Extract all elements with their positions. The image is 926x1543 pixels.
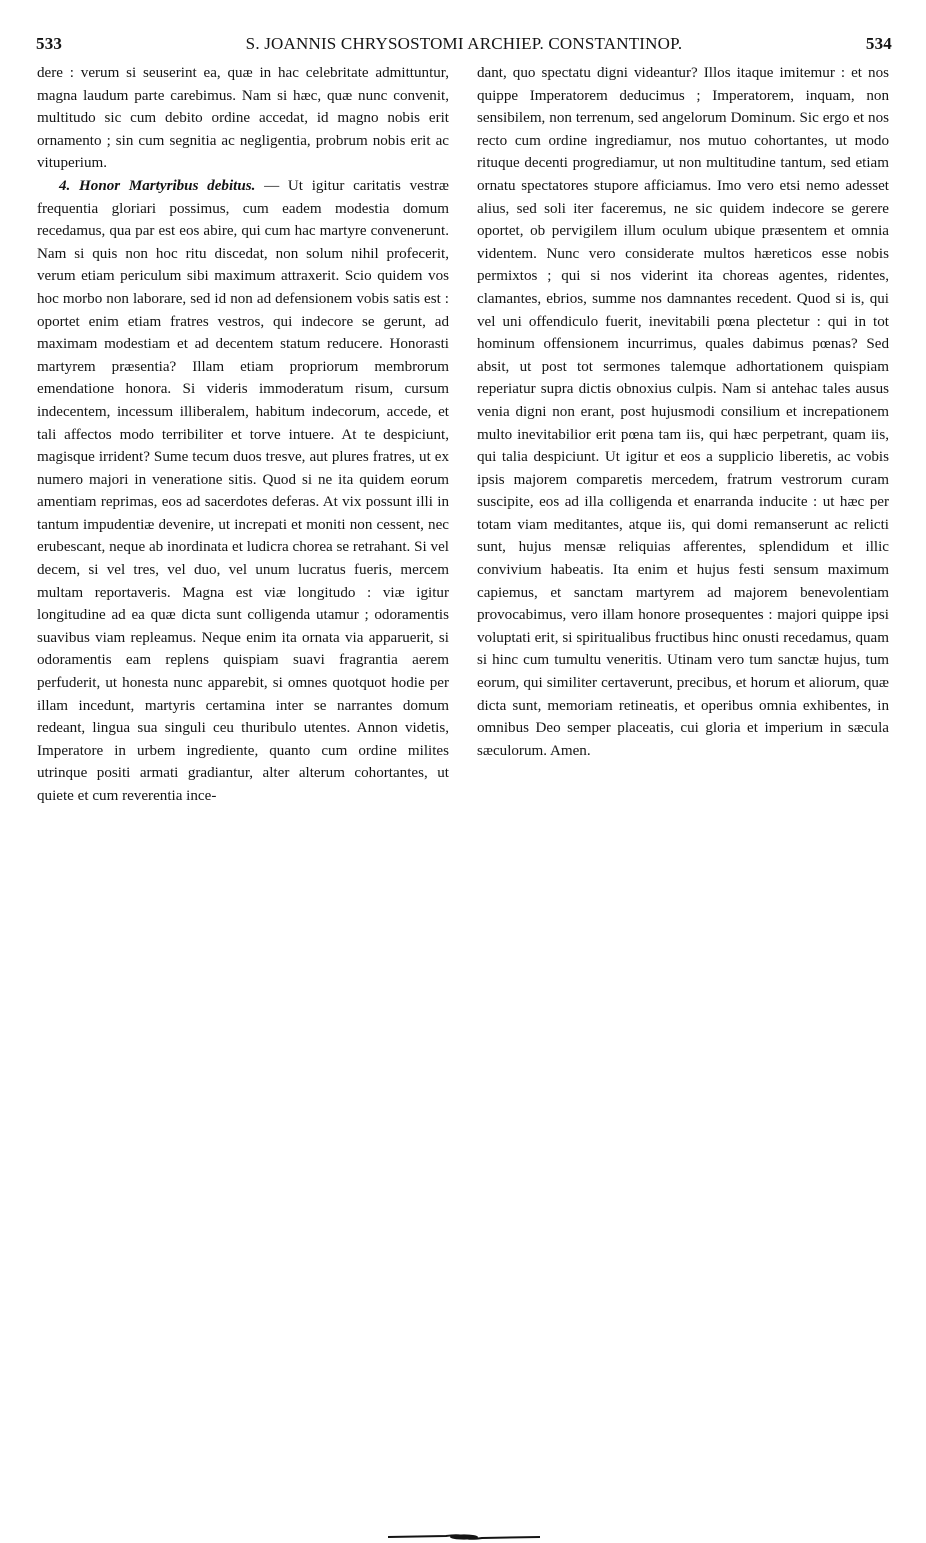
running-title: S. JOANNIS CHRYSOSTOMI ARCHIEP. CONSTANTINOP. (245, 34, 683, 53)
section-number: 4. (59, 177, 71, 194)
section-title: Honor Martyribus debitus. (79, 177, 256, 194)
left-column (37, 62, 449, 808)
page-number-right: 534 (865, 34, 892, 53)
left-paragraph-1: dere : verum si seuserint ea, quæ in hac celebritate admittuntur, magna laudum parte carebimus. Nam si hæc, quæ nunc convenit, multitudo sic cum debito ordine accedat, id magno nobis erit ornamento ; sin cum segnitia ac negligentia, probrum nobis erit ac vituperium. (37, 65, 449, 172)
left-paragraph-2 (37, 175, 449, 808)
running-header (36, 34, 892, 60)
right-column (477, 62, 889, 762)
section-body: — Ut igitur caritatis vestræ frequentia gloriari possimus, cum eadem modestia domum recedamus, qua par est eos abire, qui cum hac martyre convenerunt. Nam si quis non hoc ritu discedat, non solum nihil profecerit, verum etiam periculum sibi maximum attraxerit. Scio quidem vos hoc morbo non laborare, sed id non ad defensionem vobis satis est : oportet enim etiam fratres vestros, qui indecore se gerunt, ad maximam modestiam et ad decentem statum reducere. Honorasti martyrem præsentia? Illam etiam propriorum membrorum emendatione honora. Si videris immoderatum risum, cursum indecentem, incessum illiberalem, habitum indecorum, accede, et tali affectos modo terribiliter et torve intuere. At te despiciunt, magisque irrident? Sume tecum duos tresve, aut plures fratres, ut ex numero majori in veneratione sitis. Quod si ne ita quidem eorum amentiam reprimas, eos ad sacerdotes deferas. At vix possunt illi in tantum impudentiæ devenire, ut increpati et moniti non cessent, nec erubescant, neque ab inordinata et ludicra chorea se retrahant. Si vel decem, si vel tres, vel duo, vel unum lucratus fueris, mercem multam reportaveris. Magna est viæ longitudo : viæ igitur longitudine ad ea quæ dicta sunt colligenda utamur ; odoramentis suavibus viam repleamus. Neque enim ita ornata via apparuerit, si odoramentis eam replens quispiam suavi fragrantia aerem perfuderit, ut honesta nunc apparebit, si omnes quotquot hodie per illam incedunt, martyris certamina inter se narrantes domum redeant, lingua sua singuli ceu thuribulo utentes. Annon videtis, Imperatore in urbem ingrediente, quanto cum ordine milites utrinque positi armati gradiantur, alter alterum cohortantes, ut quiete et cum reverentia ince- (37, 177, 449, 804)
right-paragraph-1: dant, quo spectatu digni videantur? Illos itaque imitemur : et nos quippe Imperatorem deducimus ; Imperatorem, inquam, non sensibilem, non terrenum, sed angelorum Dominum. Sic ergo et nos recto cum ordine ingrediamur, nos mutuo cohortantes, ut modo rituque decenti progrediamur, ut non multitudine tantum, sed etiam ornatu spectatores stupore afficiamus. Imo vero etsi nemo adesset alius, sed soli iter faceremus, ne sic quidem indecore se gerere oportet, ob pervigilem illum oculum ubique præsentem et omnia videntem. Nunc vero considerate multos hæreticos esse nobis permixtos ; qui si nos viderint ita choreas agentes, ridentes, clamantes, ebrios, summe nos damnantes recedent. Quod si is, qui vel uni offendiculo fuerit, inevitabili pœna plectetur : qui in tot hominum offensionem incurrimus, quales dabimus pœnas? Sed absit, ut post tot sermones talemque adhortationem quispiam reperiatur supra dictis obnoxius culpis. Nam si antehac tales ausus venia digni non erant, post hujusmodi consilium et increpationem multo inevitabilior erit pœna tam iis, qui hæc perpetrant, quam iis, qui talia despiciunt. Ut igitur et eos a supplicio liberetis, ac vobis ipsis majorem comparetis mercedem, fratrum vestrorum curam suscipite, eos ad illa colligenda et enarranda inducite : ut hæc per totam viam meditantes, atque iis, qui domi remanserunt ac relicti sunt, hujus mensæ reliquias afferentes, splendidum et illic convivium habeatis. Ita enim et hujus festi sensum maximum capiemus, et sanctam martyrem ad majorem benevolentiam provocabimus, vero illam honore prosequentes : majori quippe ipsi voluptati erit, si spiritualibus fructibus hinc onusti recedamus, quam si hinc cum tumultu veneritis. Utinam vero tum sanctæ hujus, tum eorum, qui similiter certaverunt, precibus, et horum et aliorum, quæ dicta sunt, memoriam retineatis, et operibus omnia exhibentes, in omnibus Deo semper placeatis, cui gloria et imperium in sæcula sæculorum. Amen. (477, 65, 889, 759)
page-number-left: 533 (36, 34, 63, 53)
ornament-divider (386, 1531, 542, 1543)
